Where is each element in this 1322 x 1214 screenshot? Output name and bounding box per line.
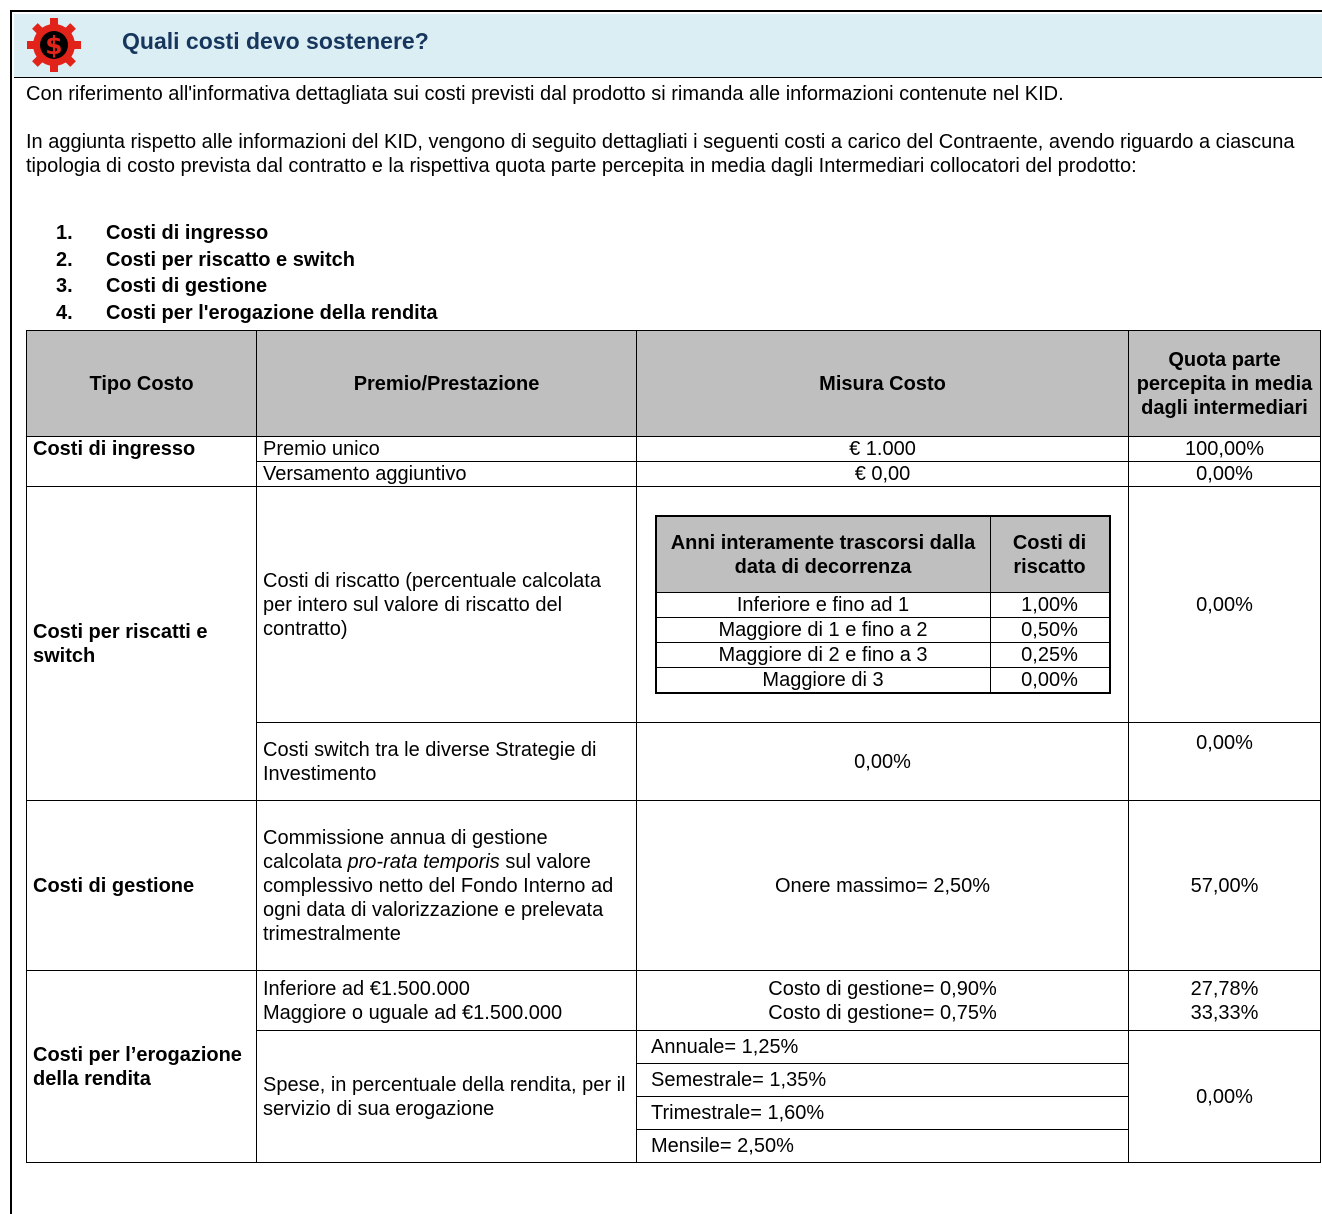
table-row	[27, 971, 1321, 1031]
cell-gestione-misura: Onere massimo= 2,50%	[637, 801, 1129, 971]
cell-spese-option: Semestrale= 1,35%	[637, 1064, 1129, 1097]
row-label-gestione: Costi di gestione	[27, 801, 257, 971]
row-label-riscatti: Costi per riscatti e switch	[27, 487, 257, 801]
cell-gestione-desc: Commissione annua di gestione calcolata pro-rata temporis sul valore complessivo netto del Fondo Interno ad ogni data di valorizzazione e prelevata trimestralmente	[257, 801, 637, 971]
subtable-header-row	[656, 516, 1110, 592]
cell-riscatto-desc: Costi di riscatto (percentuale calcolata per intero sul valore di riscatto del contratto)	[257, 487, 637, 723]
subheader-costi: Costi di riscatto	[990, 516, 1110, 592]
list-item: 2. Costi per riscatto e switch	[56, 248, 355, 271]
cell-spese-desc: Spese, in percentuale della rendita, per il servizio di sua erogazione	[257, 1031, 637, 1163]
cell-misura: € 1.000	[637, 437, 1129, 462]
header-tipo-costo: Tipo Costo	[27, 331, 257, 437]
cell-switch-quota: 0,00%	[1129, 723, 1321, 801]
list-item: 4. Costi per l'erogazione della rendita	[56, 301, 438, 324]
subheader-anni: Anni interamente trascorsi dalla data di decorrenza	[656, 516, 991, 592]
cell-rendita-misura: Costo di gestione= 0,90% Costo di gestione= 0,75%	[637, 971, 1129, 1031]
subtable-row: Inferiore e fino ad 1 1,00%	[656, 592, 1110, 617]
cell-switch-desc: Costi switch tra le diverse Strategie di Investimento	[257, 723, 637, 801]
cell-gestione-quota: 57,00%	[1129, 801, 1321, 971]
cost-type-list	[56, 220, 438, 326]
list-item: 1. Costi di ingresso	[56, 222, 269, 244]
cell-spese-option: Mensile= 2,50%	[637, 1130, 1129, 1163]
table-header-row	[27, 331, 1321, 437]
cell-premio: Premio unico	[257, 437, 637, 462]
subtable-row: Maggiore di 1 e fino a 2 0,50%	[656, 617, 1110, 642]
header-misura-costo: Misura Costo	[637, 331, 1129, 437]
intro-paragraph-2: In aggiunta rispetto alle informazioni del KID, vengono di seguito dettagliati i seguenti costi a carico del Contraente, avendo riguardo a ciascuna tipologia di costo prevista dal contratto e la rispettiva quota parte percepita in media dagli Intermediari collocatori del prodotto:	[26, 131, 1295, 177]
header-quota-parte: Quota parte percepita in media dagli intermediari	[1129, 331, 1321, 437]
dollar-gear-icon	[26, 17, 82, 73]
row-label-ingresso: Costi di ingresso	[27, 437, 257, 487]
cell-spese-quota: 0,00%	[1129, 1031, 1321, 1163]
cell-misura: € 0,00	[637, 462, 1129, 487]
subtable-row: Maggiore di 3 0,00%	[656, 667, 1110, 693]
table-row	[27, 437, 1321, 462]
riscatto-subtable	[655, 515, 1111, 694]
subtable-row: Maggiore di 2 e fino a 3 0,25%	[656, 642, 1110, 667]
cell-spese-option: Trimestrale= 1,60%	[637, 1097, 1129, 1130]
cell-quota: 0,00%	[1129, 462, 1321, 487]
cell-premio: Versamento aggiuntivo	[257, 462, 637, 487]
table-row	[27, 801, 1321, 971]
page-title: Quali costi devo sostenere?	[122, 28, 429, 54]
list-item: 3. Costi di gestione	[56, 275, 268, 297]
table-row	[27, 487, 1321, 723]
intro-paragraph-1: Con riferimento all'informativa dettagliata sui costi previsti dal prodotto si rimanda alle informazioni contenute nel KID.	[26, 83, 1064, 105]
cell-riscatto-quota: 0,00%	[1129, 487, 1321, 723]
cell-rendita-premio: Inferiore ad €1.500.000 Maggiore o uguale ad €1.500.000	[257, 971, 637, 1031]
header-premio-prestazione: Premio/Prestazione	[257, 331, 637, 437]
row-label-rendita: Costi per l’erogazione della rendita	[27, 971, 257, 1163]
cell-riscatto-subtable	[637, 487, 1129, 723]
cell-quota: 100,00%	[1129, 437, 1321, 462]
cell-switch-misura: 0,00%	[637, 723, 1129, 801]
cell-spese-option: Annuale= 1,25%	[637, 1031, 1129, 1064]
cost-table	[26, 330, 1321, 1163]
svg-text:$: $	[45, 31, 63, 60]
document-frame	[10, 10, 1322, 1214]
section-header	[14, 14, 1322, 78]
cell-rendita-quota: 27,78% 33,33%	[1129, 971, 1321, 1031]
